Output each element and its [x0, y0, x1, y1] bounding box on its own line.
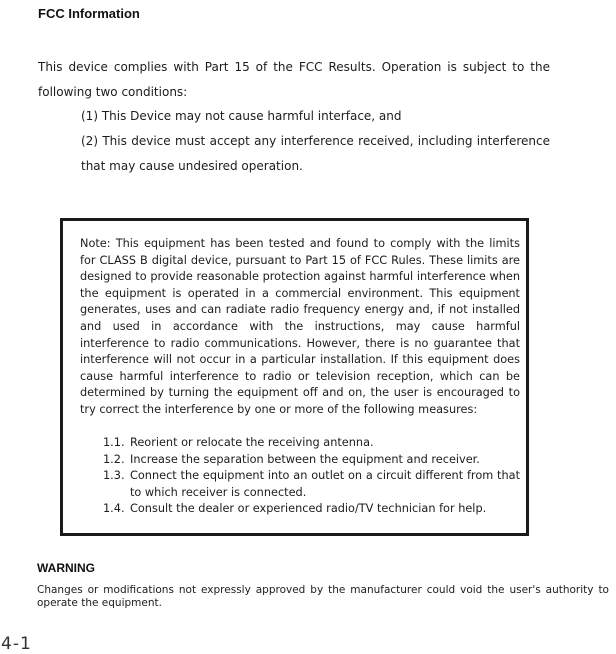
- warning-paragraph: Changes or modifications not expressly approved by the manufacturer could void the user's authority to operate the equipment.: [37, 584, 609, 609]
- page-number: 4-1: [1, 634, 32, 654]
- measure-text: Increase the separation between the equipment and receiver.: [130, 452, 480, 466]
- measure-number: 1.2.: [103, 452, 125, 466]
- measure-item: [103, 435, 520, 452]
- measure-item: [103, 501, 520, 518]
- measure-number: 1.4.: [103, 502, 125, 516]
- measure-number: 1.1.: [103, 436, 125, 449]
- intro-paragraph: This device complies with Part 15 of the FCC Results. Operation is subject to the following two conditions:: [38, 60, 550, 99]
- note-box: [60, 218, 529, 536]
- condition-2: (2) This device must accept any interference received, including interference that may cause undesired operation.: [81, 134, 550, 173]
- measures-list: [103, 435, 520, 518]
- condition-1: (1) This Device may not cause harmful interface, and: [81, 109, 402, 123]
- warning-heading: WARNING: [37, 561, 95, 575]
- measure-text: Connect the equipment into an outlet on a circuit different from that to which receiver is connected.: [130, 469, 520, 499]
- measure-item: [103, 452, 520, 469]
- note-paragraph: Note: This equipment has been tested and found to comply with the limits for CLASS B digital device, pursuant to Part 15 of FCC Rules. These limits are designed to provide reasonable protection against harmful interference when the equipment is operated in a commercial environment. This equipment generates, uses and can radiate radio frequency energy and, if not installed and used in accordance with the instructions, may cause harmful interference to radio communications. However, there is no guarantee that interference will not occur in a particular installation. If this equipment does cause harmful interference to radio or television reception, which can be determined by turning the equipment off and on, the user is encouraged to try correct the interference by one or more of the following measures:: [80, 237, 520, 416]
- measure-number: 1.3.: [103, 469, 125, 483]
- measure-item: [103, 468, 520, 501]
- measure-text: Consult the dealer or experienced radio/TV technician for help.: [130, 502, 487, 516]
- measure-text: Reorient or relocate the receiving antenna.: [130, 436, 374, 449]
- page-title: FCC Information: [38, 6, 140, 21]
